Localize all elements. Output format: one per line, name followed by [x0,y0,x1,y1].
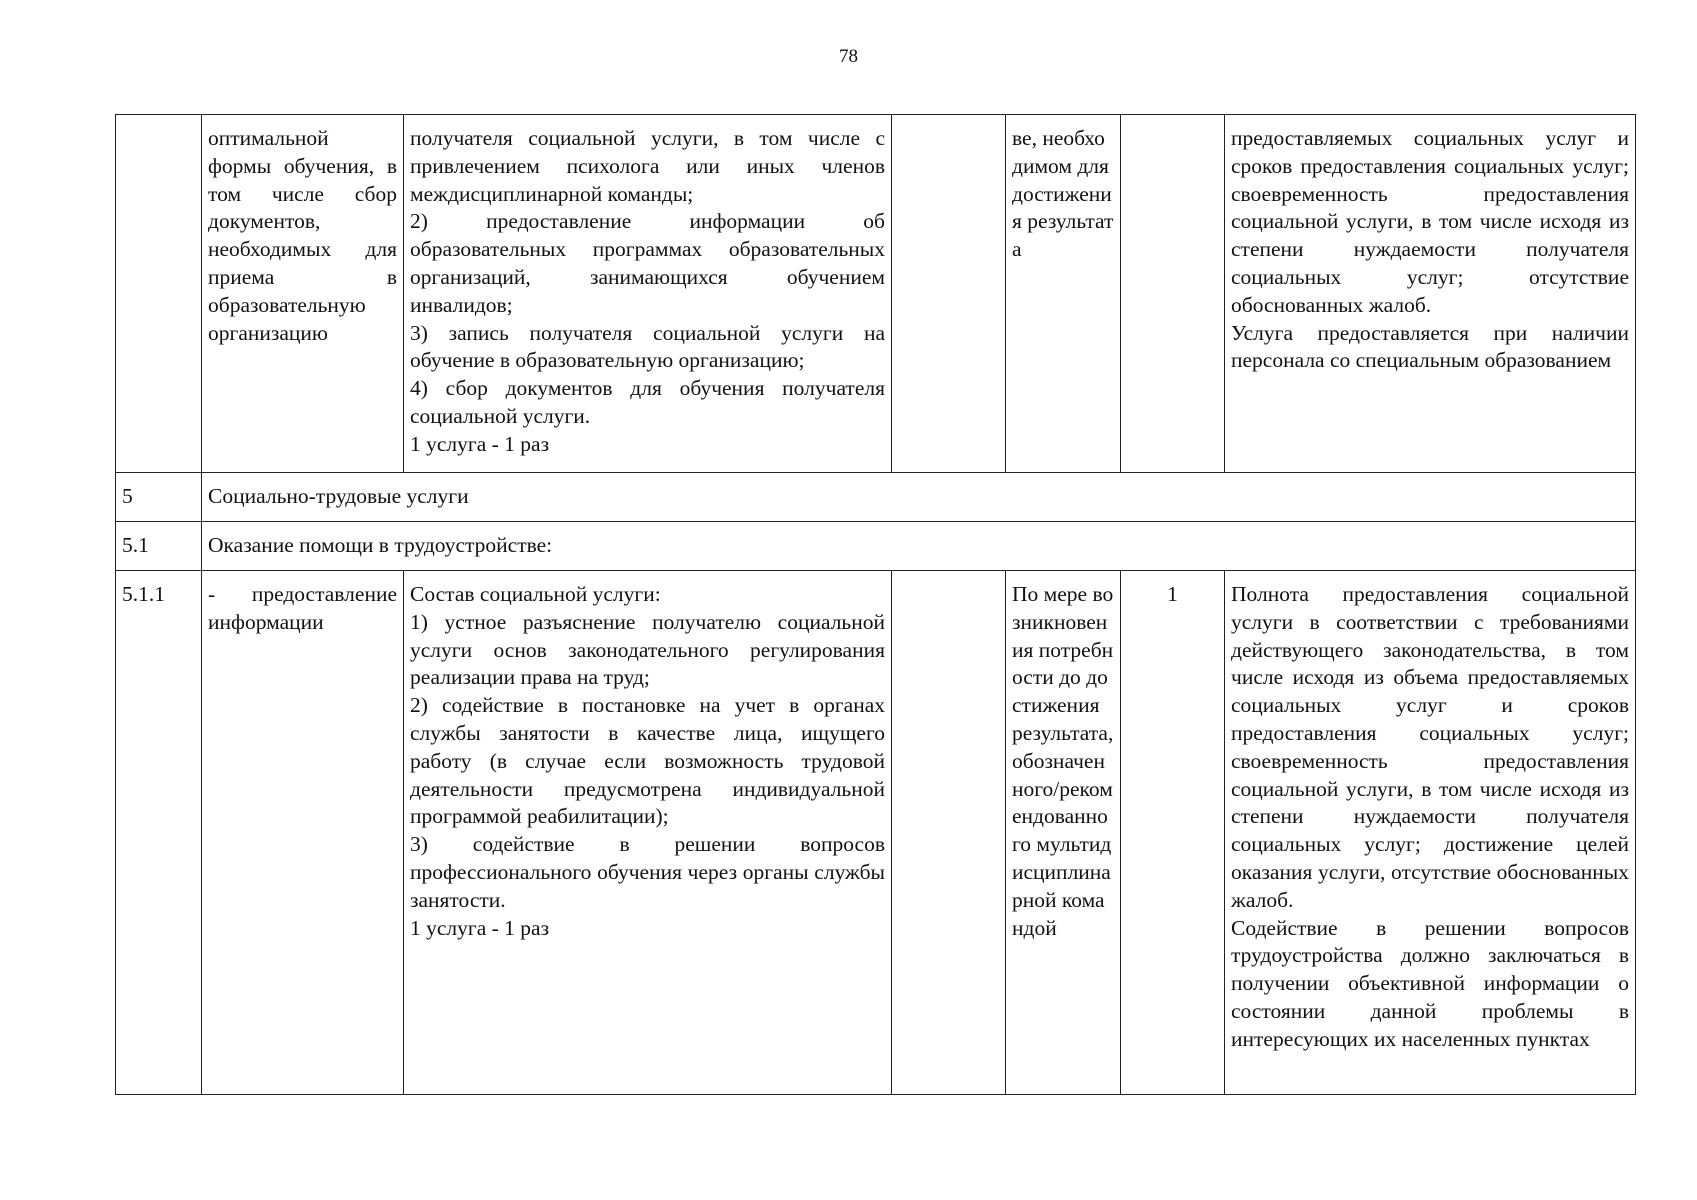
content-paragraph: 1) устное разъяснение получателю социальной услуги основ законодательного регулирования реализации права на труд; [410,609,885,690]
content-paragraph: 1 услуга - 1 раз [410,915,550,940]
quality-paragraph: Содействие в решении вопросов трудоустройства должно заключаться в получении объективной информации о состоянии данной проблемы в интересующих их населенных пунктах [1231,915,1629,1051]
service-term-cell: ве, необходимом для достижения результата [1006,115,1121,473]
content-paragraph: 1 услуга - 1 раз [410,431,550,456]
content-paragraph: 2) предоставление информации об образовательных программах образовательных организаций, занимающихся обучением инвалидов; [410,209,885,317]
service-term-cell: По мере возникновения потребности до достижения результата, обозначенного/рекомендованного мультидисциплинарной командой [1006,571,1121,1095]
section-row [116,522,1636,571]
content-paragraph: Состав социальной услуги: [410,582,661,606]
section-number-cell: 5.1 [116,522,202,571]
section-row [116,473,1636,522]
service-name-cell: - предоставление информации [202,571,404,1095]
quality-paragraph: предоставляемых социальных услуг и сроков предоставления социальных услуг; своевременность предоставления социальной услуги, в том числе исходя из степени нуждаемости получателя социальных услуг; отсутствие обоснованных жалоб. [1231,126,1629,317]
service-quantity-cell: 1 [1121,571,1225,1095]
table-row [116,115,1636,473]
table-row [116,571,1636,1095]
content-paragraph: 4) сбор документов для обучения получателя социальной услуги. [410,376,885,428]
content-paragraph: 2) содействие в постановке на учет в органах службы занятости в качестве лица, ищущего работу (в случае если возможность трудовой деятельности предусмотрена индивидуальной программой реабилитации); [410,693,885,829]
quality-paragraph: Услуга предоставляется при наличии персонала со специальным образованием [1231,320,1629,373]
content-paragraph: 3) содействие в решении вопросов профессионального обучения через органы службы занятости. [410,832,885,912]
extra-cell [892,571,1006,1095]
service-name-cell: оптимальной формы обучения, в том числе сбор документов, необходимых для приема в образовательную организацию [202,115,404,473]
content-paragraph: получателя социальной услуги, в том числе с привлечением психолога или иных членов междисциплинарной команды; [410,126,885,206]
quality-paragraph: Полнота предоставления социальной услуги в соответствии с требованиями действующего законодательства, в том числе исходя из объема предоставляемых социальных услуг и сроков предоставления социальных услуг; своевременность предоставления социальной услуги, в том числе исходя из степени нуждаемости получателя социальных услуг; достижение целей оказания услуги, отсутствие обоснованных жалоб. [1231,582,1629,912]
section-title-cell: Социально-трудовые услуги [202,473,1636,522]
section-number-cell: 5 [116,473,202,522]
quality-indicators-cell [1225,115,1636,473]
row-number-cell: 5.1.1 [116,571,202,1095]
page-number: 78 [839,46,858,67]
content-paragraph: 3) запись получателя социальной услуги на обучение в образовательную организацию; [410,320,885,373]
service-quantity-cell [1121,115,1225,473]
service-content-cell [404,115,892,473]
quality-indicators-cell [1225,571,1636,1095]
row-number-cell [116,115,202,473]
extra-cell [892,115,1006,473]
services-table [115,114,1636,1095]
section-title-cell: Оказание помощи в трудоустройстве: [202,522,1636,571]
service-content-cell [404,571,892,1095]
